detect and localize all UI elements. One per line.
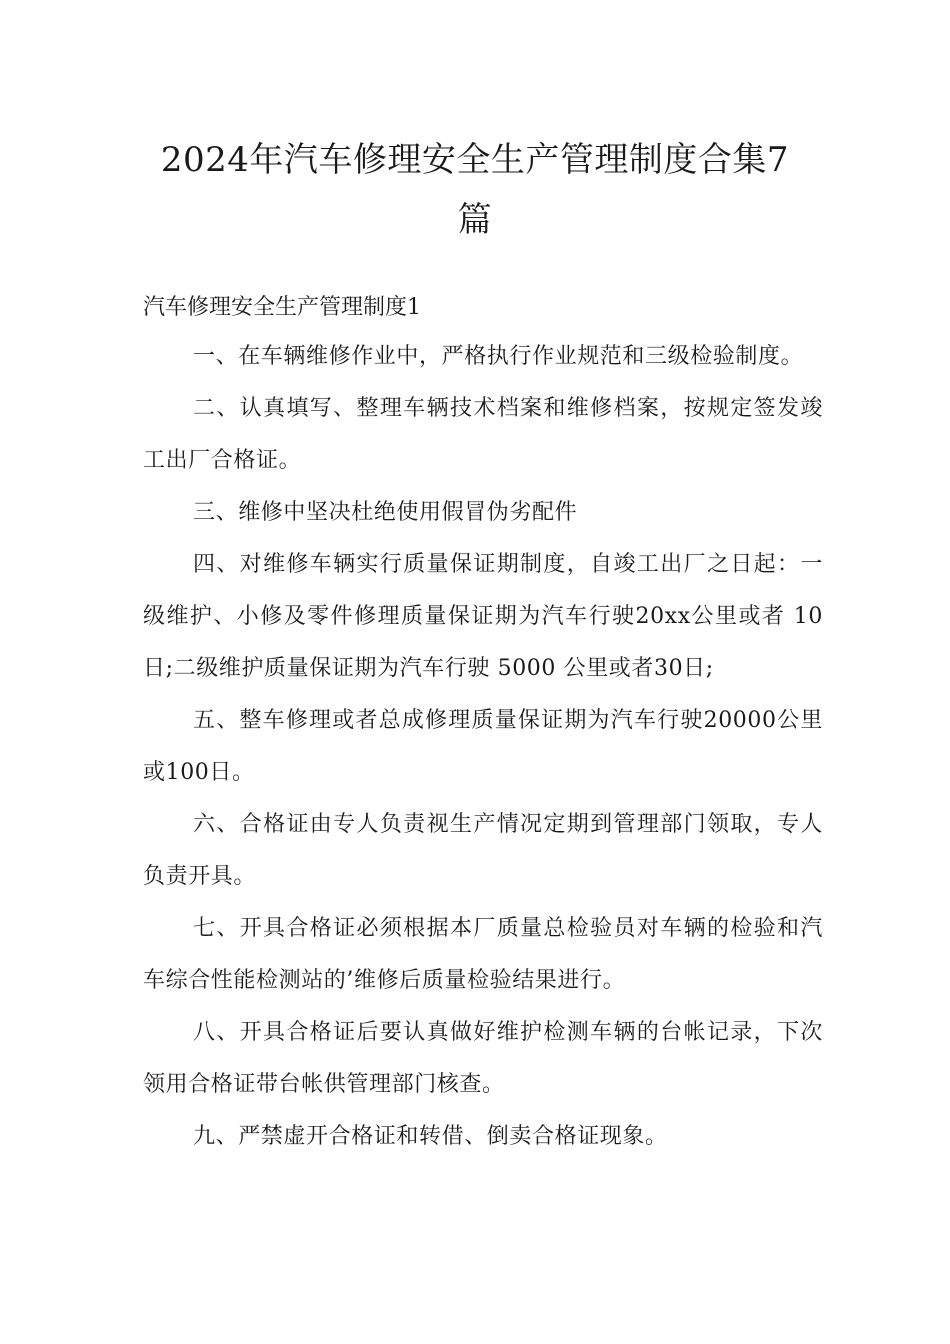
section-heading: 汽车修理安全生产管理制度1 [143, 295, 421, 320]
paragraph-7: 七、开具合格证必须根据本厂质量总检验员对车辆的检验和汽车综合性能检测站的’维修后质量检验结果进行。 [143, 916, 823, 993]
paragraph-3: 三、维修中坚决杜绝使用假冒伪劣配件 [193, 500, 578, 525]
paragraph-6: 六、合格证由专人负责视生产情况定期到管理部门领取，专人负责开具。 [143, 812, 823, 889]
paragraph-1: 一、在车辆维修作业中，严格执行作业规范和三级检验制度。 [193, 344, 804, 369]
paragraph-8: 八、开具合格证后要认真做好维护检测车辆的台帐记录，下次领用合格证带台帐供管理部门核查。 [143, 1020, 823, 1097]
title-line-2: 篇 [457, 200, 493, 240]
document-body [143, 285, 823, 1163]
paragraph-2: 二、认真填写、整理车辆技术档案和维修档案，按规定签发竣工出厂合格证。 [143, 396, 823, 473]
paragraph-9: 九、严禁虚开合格证和转借、倒卖合格证现象。 [193, 1124, 668, 1149]
document-title [130, 130, 820, 250]
paragraph-5: 五、整车修理或者总成修理质量保证期为汽车行驶20000公里或100日。 [143, 708, 823, 785]
title-line-1: 2024年汽车修理安全生产管理制度合集7 [160, 140, 790, 180]
paragraph-4: 四、对维修车辆实行质量保证期制度，自竣工出厂之日起：一级维护、小修及零件修理质量保证期为汽车行驶20xx公里或者 10 日;二级维护质量保证期为汽车行驶 5000 公里或者30日; [143, 552, 823, 681]
